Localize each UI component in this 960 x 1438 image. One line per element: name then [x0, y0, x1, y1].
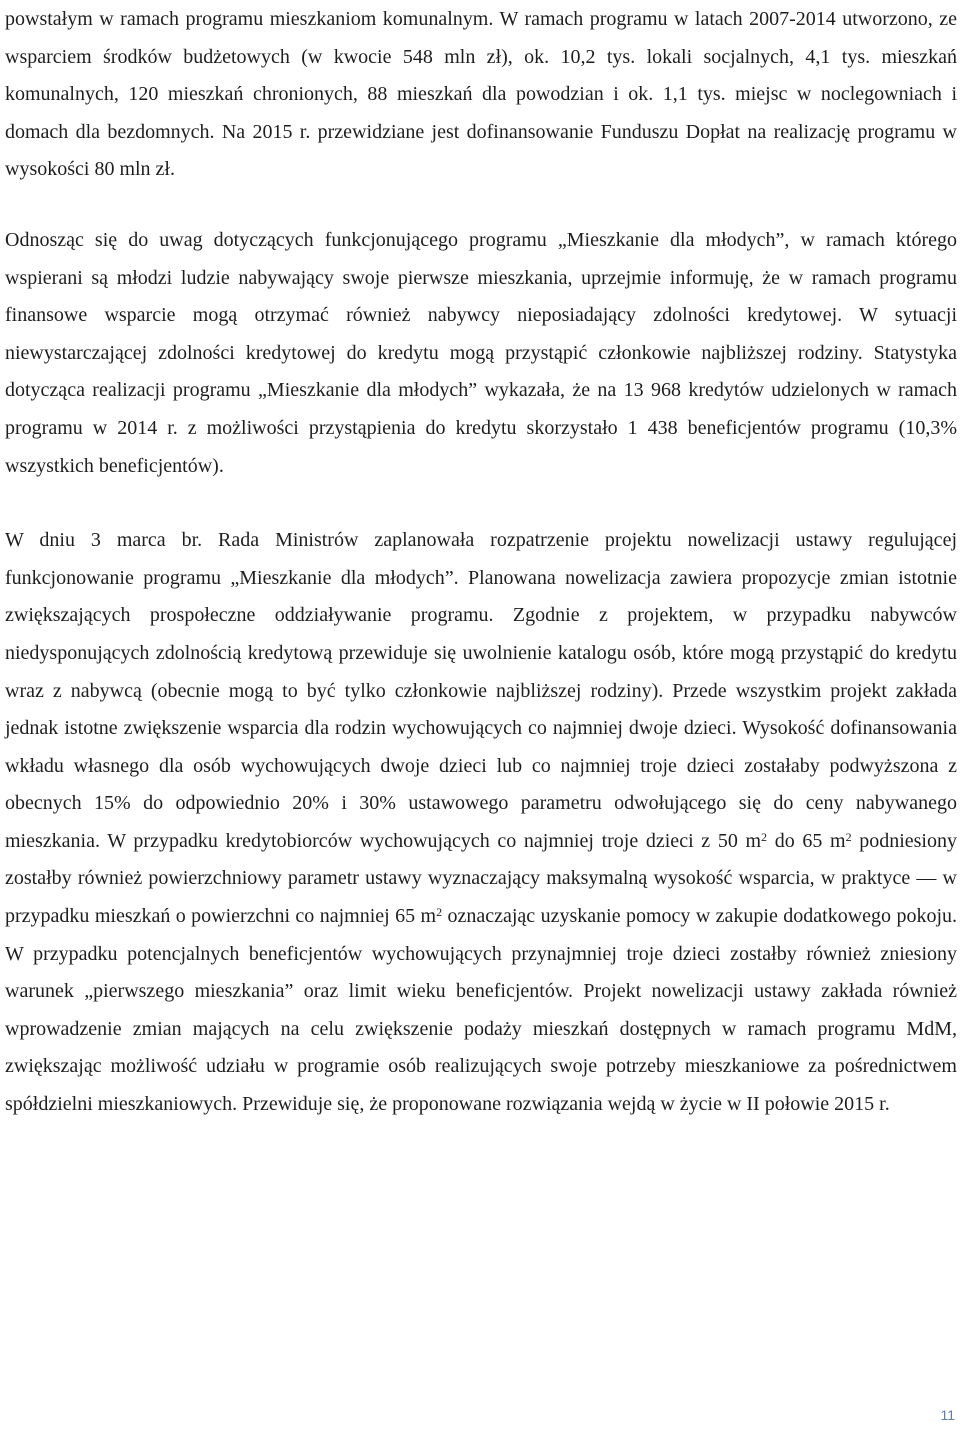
paragraph-text-part-a: W dniu 3 marca br. Rada Ministrów zaplanowała rozpatrzenie projektu nowelizacji ustawy regulującej funkcjonowanie programu „Mieszkanie dla młodych”. Planowana nowelizacja zawiera propozycje zmian istotnie zwiększających prospołeczne oddziaływanie programu. Zgodnie z projektem, w przypadku nabywców niedysponujących zdolnością kredytową przewiduje się uwolnienie katalogu osób, które mogą przystąpić do kredytu wraz z nabywcą (obecnie mogą to być tylko członkowie najbliższej rodziny). Przede wszystkim projekt zakłada jednak istotne zwiększenie wsparcia dla rodzin wychowujących co najmniej dwoje dzieci. Wysokość dofinansowania wkładu własnego dla osób wychowujących dwoje dzieci lub co najmniej troje dzieci zostałaby podwyższona z obecnych 15% do odpowiednio 20% i 30% ustawowego parametru odwołującego się do ceny nabywanego mieszkania. W przypadku kredytobiorców wychowujących co najmniej troje dzieci z 50 m	[5, 529, 957, 852]
page-number: 11	[940, 1407, 955, 1423]
superscript-square-2: 2	[845, 829, 852, 844]
paragraph-program-statistics: powstałym w ramach programu mieszkaniom komunalnym. W ramach programu w latach 2007-2014 utworzono, ze wsparciem środków budżetowych (w kwocie 548 mln zł), ok. 10,2 tys. lokali socjalnych, 4,1 tys. mieszkań komunalnych, 120 mieszkań chronionych, 88 mieszkań dla powodzian i ok. 1,1 tys. miejsc w noclegowniach i domach dla bezdomnych. Na 2015 r. przewidziane jest dofinansowanie Funduszu Dopłat na realizację programu w wysokości 80 mln zł.	[5, 8, 957, 181]
document-page	[5, 0, 957, 1124]
paragraph-text-part-c: podniesiony zostałby również powierzchniowy parametr ustawy wyznaczający maksymalną wysokość wsparcia, w praktyce — w przypadku mieszkań o powierzchni co najmniej 65 m	[5, 829, 957, 928]
superscript-square-1: 2	[761, 829, 768, 844]
paragraph-text-part-d: oznaczając uzyskanie pomocy w zakupie dodatkowego pokoju. W przypadku potencjalnych beneficjentów wychowujących przynajmniej troje dzieci zostałby również zniesiony warunek „pierwszego mieszkania” oraz limit wieku beneficjentów. Projekt nowelizacji ustawy zakłada również wprowadzenie zmian mających na celu zwiększenie podaży mieszkań dostępnych w ramach programu MdM, zwiększając możliwość udziału w programie osób realizujących swoje potrzeby mieszkaniowe za pośrednictwem spółdzielni mieszkaniowych. Przewiduje się, że proponowane rozwiązania wejdą w życie w II połowie 2015 r.	[5, 905, 957, 1116]
superscript-square-3: 2	[436, 905, 443, 920]
paragraph-text-part-b: do 65 m	[767, 829, 846, 852]
paragraph-mieszkanie-dla-mlodych: Odnosząc się do uwag dotyczących funkcjonującego programu „Mieszkanie dla młodych”, w ramach którego wspierani są młodzi ludzie nabywający swoje pierwsze mieszkania, uprzejmie informuję, że w ramach programu finansowe wsparcie mogą otrzymać również nabywcy nieposiadający zdolności kredytowej. W sytuacji niewystarczającej zdolności kredytowej do kredytu mogą przystąpić członkowie najbliższej rodziny. Statystyka dotycząca realizacji programu „Mieszkanie dla młodych” wykazała, że na 13 968 kredytów udzielonych w ramach programu w 2014 r. z możliwości przystąpienia do kredytu skorzystało 1 438 beneficjentów programu (10,3% wszystkich beneficjentów).	[5, 228, 957, 477]
paragraph-amendment-project	[5, 522, 957, 1124]
